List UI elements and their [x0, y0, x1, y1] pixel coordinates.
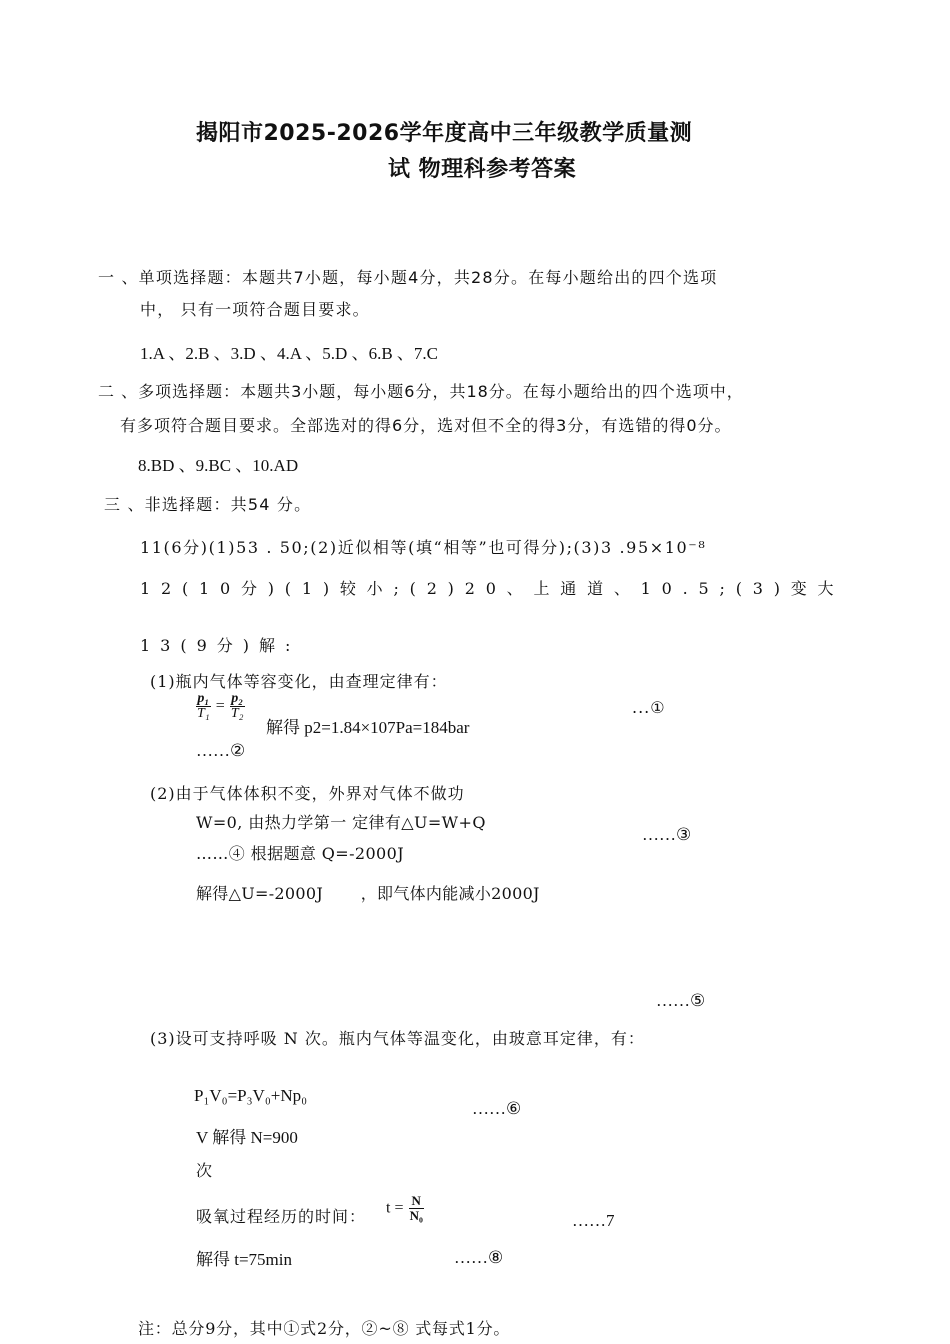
section2-heading-b: 有多项符合题目要求。全部选对的得6分，选对但不全的得3分，有选错的得0分。 [120, 416, 732, 435]
section3-heading: 三 、非选择题：共54 分。 [104, 495, 312, 514]
section2-heading-a: 二 、多项选择题：本题共3小题，每小题6分，共18分。在每小题给出的四个选项中， [98, 382, 744, 401]
q13-part3-ci: 次 [196, 1161, 214, 1180]
fraction-n-n0: $\frac{N}{\text{N₀}}$ [409, 1193, 423, 1223]
q13-part1-solution: 解得 p2=1.84×107Pa=184bar [266, 718, 470, 737]
section1-heading-b: 中， 只有一项符合题目要求。 [140, 300, 370, 319]
q13-heading: 13(9分)解: [140, 636, 301, 655]
title-line-1: 揭阳市2025-2026学年度高中三年级教学质量测 [196, 121, 693, 146]
q12-answer: 12(10分)(1)较小;(2)20、上通道、10.5;(3)变大 [140, 579, 845, 598]
boyle-law-equation: P₁V₀=P₃V₀+Np₀ [194, 1086, 308, 1105]
q13-part3-intro: (3)设可支持呼吸 N 次。瓶内气体等温变化，由玻意耳定律，有： [150, 1029, 645, 1048]
charles-law-equation: $\frac{\text{p₁}}{\text{T₁}}$ = $\frac{\text{p₂}}{\text{T₂}}$ [197, 691, 244, 721]
section1-answers: 1.A 、2.B 、3.D 、4.A 、5.D 、6.B 、7.C [140, 344, 438, 363]
q13-part2-line1: W=0, 由热力学第一 定律有△U=W+Q [196, 813, 486, 832]
q13-part3-time-label: 吸氧过程经历的时间： [196, 1207, 367, 1226]
mark-2: ……② [196, 741, 246, 760]
mark-8: ……⑧ [454, 1248, 504, 1267]
fraction-p2-t2: $\frac{\text{p₂}}{\text{T₂}}$ [230, 691, 244, 721]
scoring-note: 注：总分9分，其中①式2分，②~⑧ 式每式1分。 [138, 1319, 511, 1338]
q13-part2-line3: 解得△U=-2000J ，即气体内能减小2000J [196, 884, 540, 903]
section2-answers: 8.BD 、9.BC 、10.AD [138, 456, 299, 475]
mark-6: ……⑥ [472, 1099, 522, 1118]
q13-part2-intro: (2)由于气体体积不变，外界对气体不做功 [150, 784, 465, 803]
fraction-p1-t1: $\frac{\text{p₁}}{\text{T₁}}$ [197, 691, 210, 721]
q11-answer: 11(6分)(1)53 . 50;(2)近似相等(填“相等”也可得分);(3)3 .95×10⁻⁸ [140, 538, 707, 557]
mark-5: ……⑤ [656, 991, 706, 1010]
q13-part3-result: 解得 t=75min [196, 1250, 293, 1269]
title-line-2: 试 物理科参考答案 [388, 157, 577, 182]
q13-part3-n: V 解得 N=900 [196, 1128, 298, 1147]
time-equation: t = $\frac{N}{\text{N₀}}$ [386, 1193, 423, 1223]
mark-3: ……③ [642, 825, 692, 844]
q13-part1-intro: (1)瓶内气体等容变化，由查理定律有： [150, 672, 448, 691]
section1-heading-a: 一 、单项选择题：本题共7小题，每小题4分，共28分。在每小题给出的四个选项 [98, 268, 718, 287]
mark-7: ……7 [572, 1211, 615, 1230]
q13-part2-line2: ……④ 根据题意 Q=-2000J [196, 844, 405, 863]
mark-1: ...① [632, 698, 666, 717]
